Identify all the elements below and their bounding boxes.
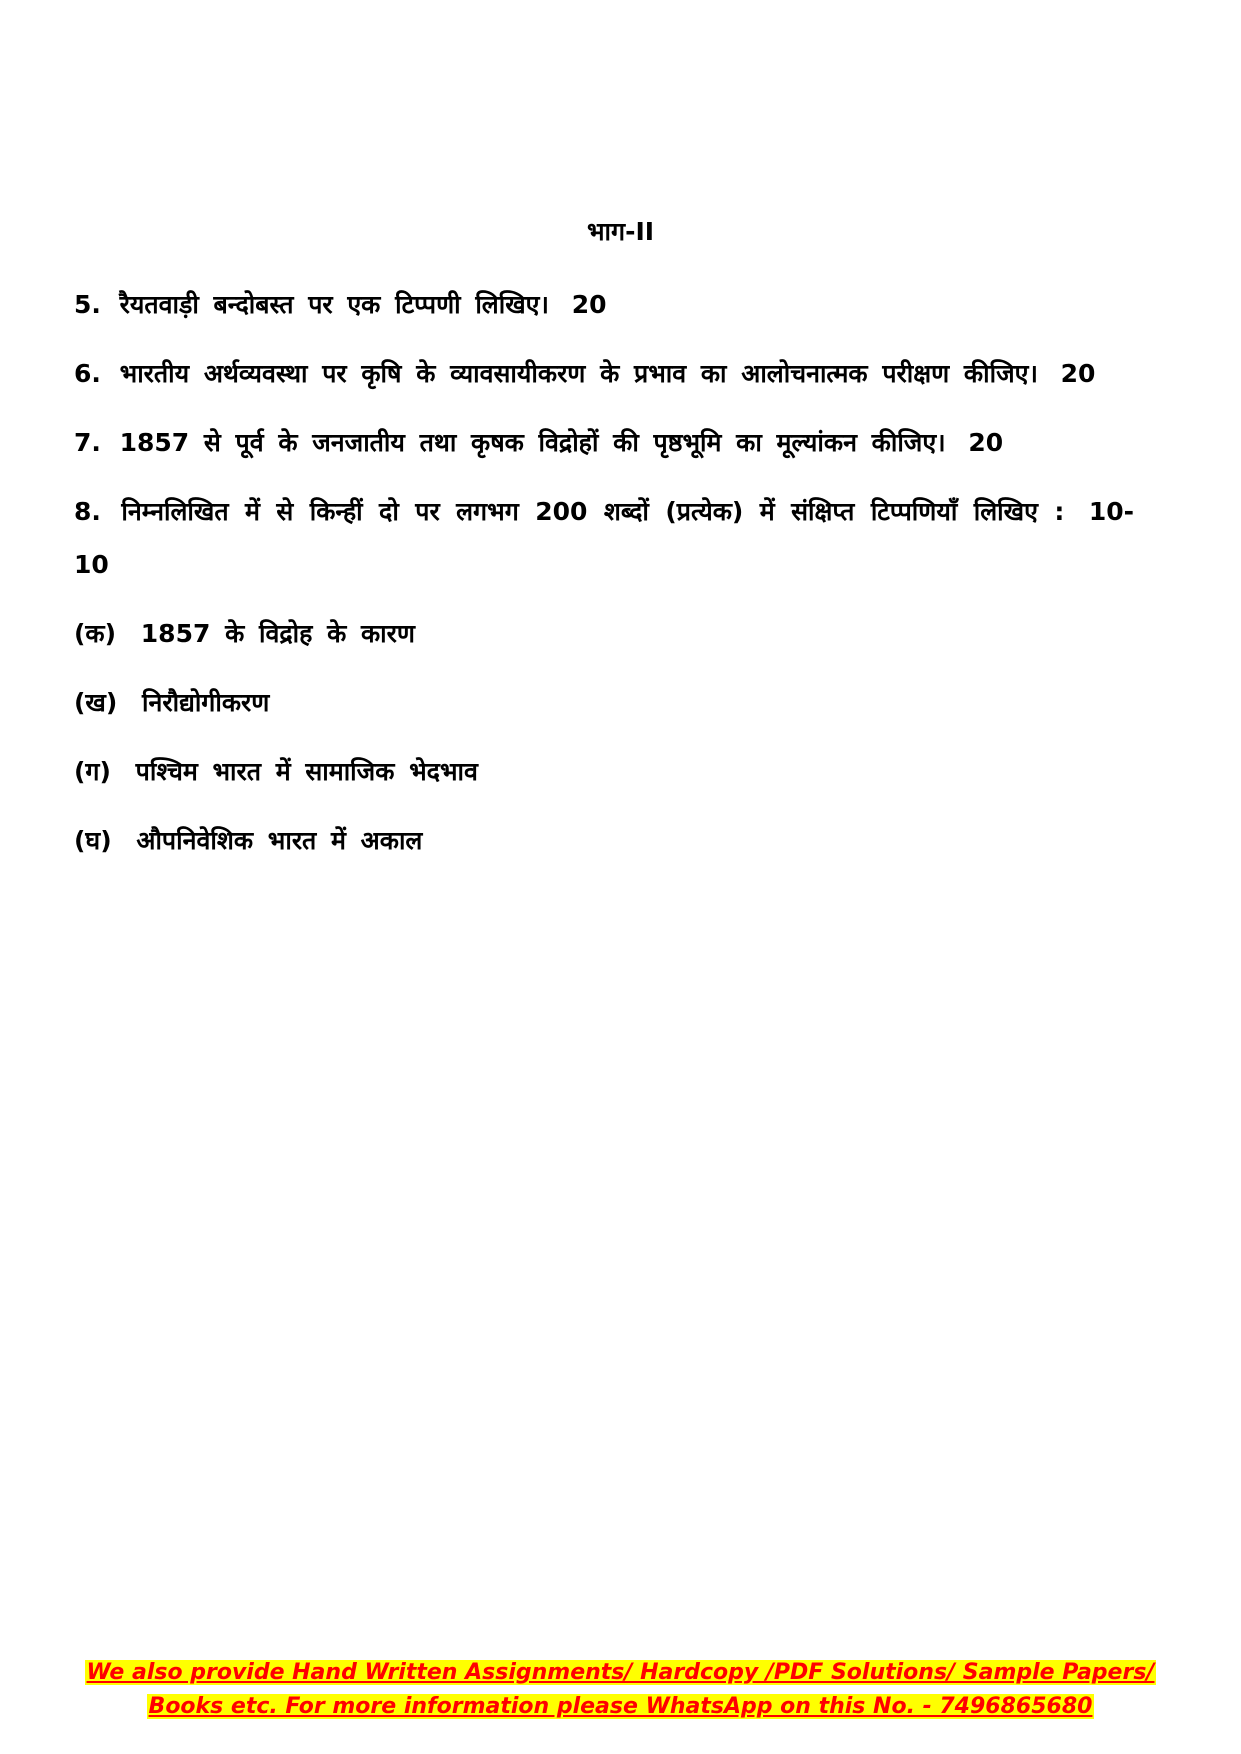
subpart-text: 1857 के विद्रोह के कारण xyxy=(140,619,415,648)
subpart-ga xyxy=(74,745,1134,798)
question-text: रैयतवाड़ी बन्दोबस्त पर एक टिप्पणी लिखिए। xyxy=(119,290,549,319)
subpart-label: (क) xyxy=(74,619,117,648)
question-text: भारतीय अर्थव्यवस्था पर कृषि के व्यावसायीकरण के प्रभाव का आलोचनात्मक परीक्षण कीजिए। xyxy=(119,359,1038,388)
question-number: 8. xyxy=(74,497,101,526)
question-8 xyxy=(74,485,1134,591)
subpart-list xyxy=(74,607,1134,867)
promo-footer xyxy=(0,1656,1241,1724)
subpart-ka xyxy=(74,607,1134,660)
subpart-label: (ग) xyxy=(74,757,111,786)
question-number: 7. xyxy=(74,428,101,457)
question-6 xyxy=(74,347,1134,400)
subpart-label: (घ) xyxy=(74,826,112,855)
question-marks: 10-10 xyxy=(74,497,1134,579)
subpart-text: निरौद्योगीकरण xyxy=(142,688,270,717)
question-marks: 20 xyxy=(968,428,1004,457)
subpart-kha xyxy=(74,676,1134,729)
question-text: निम्नलिखित में से किन्हीं दो पर लगभग 200 शब्दों (प्रत्येक) में संक्षिप्त टिप्पणियाँ लिखिए : xyxy=(121,497,1065,526)
section-title: भाग-II xyxy=(586,217,655,246)
question-number: 5. xyxy=(74,290,101,319)
question-list xyxy=(74,278,1134,883)
promo-line-1: We also provide Hand Written Assignments/ Hardcopy /PDF Solutions/ Sample Papers/ xyxy=(86,1660,1155,1685)
promo-line-2: Books etc. For more information please WhatsApp on this No. - 7496865680 xyxy=(148,1694,1093,1719)
question-text: 1857 से पूर्व के जनजातीय तथा कृषक विद्रोहों की पृष्ठभूमि का मूल्यांकन कीजिए। xyxy=(119,428,946,457)
subpart-gha xyxy=(74,814,1134,867)
subpart-label: (ख) xyxy=(74,688,118,717)
question-7 xyxy=(74,416,1134,469)
question-marks: 20 xyxy=(1060,359,1096,388)
question-number: 6. xyxy=(74,359,101,388)
subpart-text: पश्चिम भारत में सामाजिक भेदभाव xyxy=(135,757,478,786)
question-marks: 20 xyxy=(571,290,607,319)
question-5 xyxy=(74,278,1134,331)
subpart-text: औपनिवेशिक भारत में अकाल xyxy=(136,826,423,855)
